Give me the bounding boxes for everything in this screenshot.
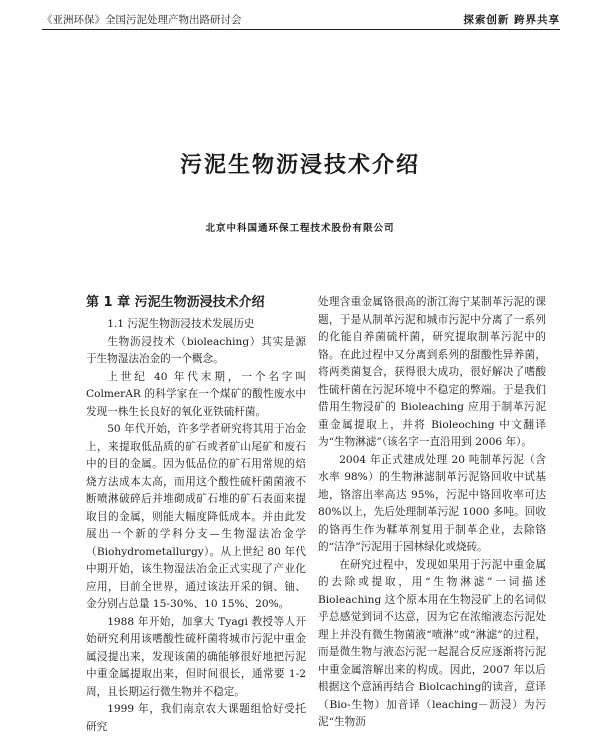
body-paragraph: 上世纪 40 年代末期，一个名字叫 ColmerAR 的科学家在一个煤矿的酸性废水中发现一株生长良好的氧化亚铁硫杆菌。 [86, 370, 306, 418]
running-header-right: 探索创新 跨界共享 [463, 14, 560, 26]
author-affiliation: 北京中科国通环保工程技术股份有限公司 [205, 223, 395, 234]
body-paragraph: 50 年代开始，许多学者研究将其用于冶金上，来提取低品质的矿石或者矿山尾矿和废石中的目的金属。因为低品位的矿石用常规的焙烧方法成本太高，而用这个酸性硫杆菌菌液不断喷淋破碎后并堆砌成矿石堆的矿石表面来提取目的金属，则能大幅度降低成本。并由此发展出一个新的学科分支—生物湿法冶金学（Biohydrometallurgy）。从上世纪 80 年代中期开始，该生物湿法冶金正式实现了产业化应用，目前全世界，通过该法开采的铜、铀、金分别占总量 15-30%、10 15%、20%。 [86, 423, 306, 610]
section-heading: 1.1 污泥生物沥浸技术发展历史 [107, 318, 255, 330]
body-paragraph: 1988 年开始，加拿大 Tyagi 教授等人开始研究利用该嗜酸性硫杆菌将城市污泥中重金属浸提出来，发现该菌的确能够很好地把污泥中重金属提取出来，但时间很长，通常要 1-2 周，且长期运行微生物并不稳定。 [86, 615, 306, 698]
chapter-heading: 第 1 章 污泥生物沥浸技术介绍 [86, 295, 265, 310]
header-divider [42, 29, 560, 30]
body-paragraph: 生物沥浸技术（bioleaching）其实是源于生物湿法冶金的一个概念。 [86, 335, 306, 365]
body-paragraph: 1999 年，我们南京农大课题组恰好受托研究 [86, 703, 306, 733]
running-header-left: 《亚洲环保》全国污泥处理产物出路研讨会 [42, 14, 242, 26]
right-column [318, 294, 546, 732]
paper-title: 污泥生物沥浸技术介绍 [179, 152, 420, 178]
body-paragraph: 2004 年正式建成处理 20 吨制革污泥（含水率 98%）的生物淋滤制革污泥铬回收中试基地，铬溶出率高达 95%，污泥中铬回收率可达 80%以上，先后处理制革污泥 1000 多吨。回收的铬再生作为鞣革剂复用于制革企业，去除铬的“洁净”污泥用于园林绿化或烧砖。 [318, 453, 546, 553]
left-column [86, 294, 306, 736]
body-paragraph: 处理含重金属铬很高的浙江海宁某制革污泥的课题，于是从制革污泥和城市污泥中分离了一系列的化能自养菌硫杆菌，研究提取制革污泥中的铬。在此过程中又分离到系列的甜酸性异养菌，将两类菌复合，获得很大成功，很好解决了嗜酸性硫杆菌在污泥环境中不稳定的弊端。于是我们借用生物浸矿的 Bioleaching 应用于制革污泥重金属提取上，并将 Bioleoching 中文翻译为“生物淋滤”（该名字一直沿用到 2006 年）。 [318, 296, 546, 448]
body-paragraph: 在研究过程中，发现如果用于污泥中重金属的去除或提取，用“生物淋滤”一词描述 Bioleaching 这个原本用在生物浸矿上的名词似乎总感觉到词不达意，因为它在浓缩液态污泥处理上并没有微生物菌液“喷淋”或“淋滤”的过程，而是微生物与液态污泥一起混合反应逐渐将污泥中重金属溶解出来的构成。因此，2007 年以后根据这个意涵再结合 Biolcaching的读音，意译（Bio-生物）加音译（leaching－沥浸）为污泥“生物沥 [318, 558, 546, 728]
